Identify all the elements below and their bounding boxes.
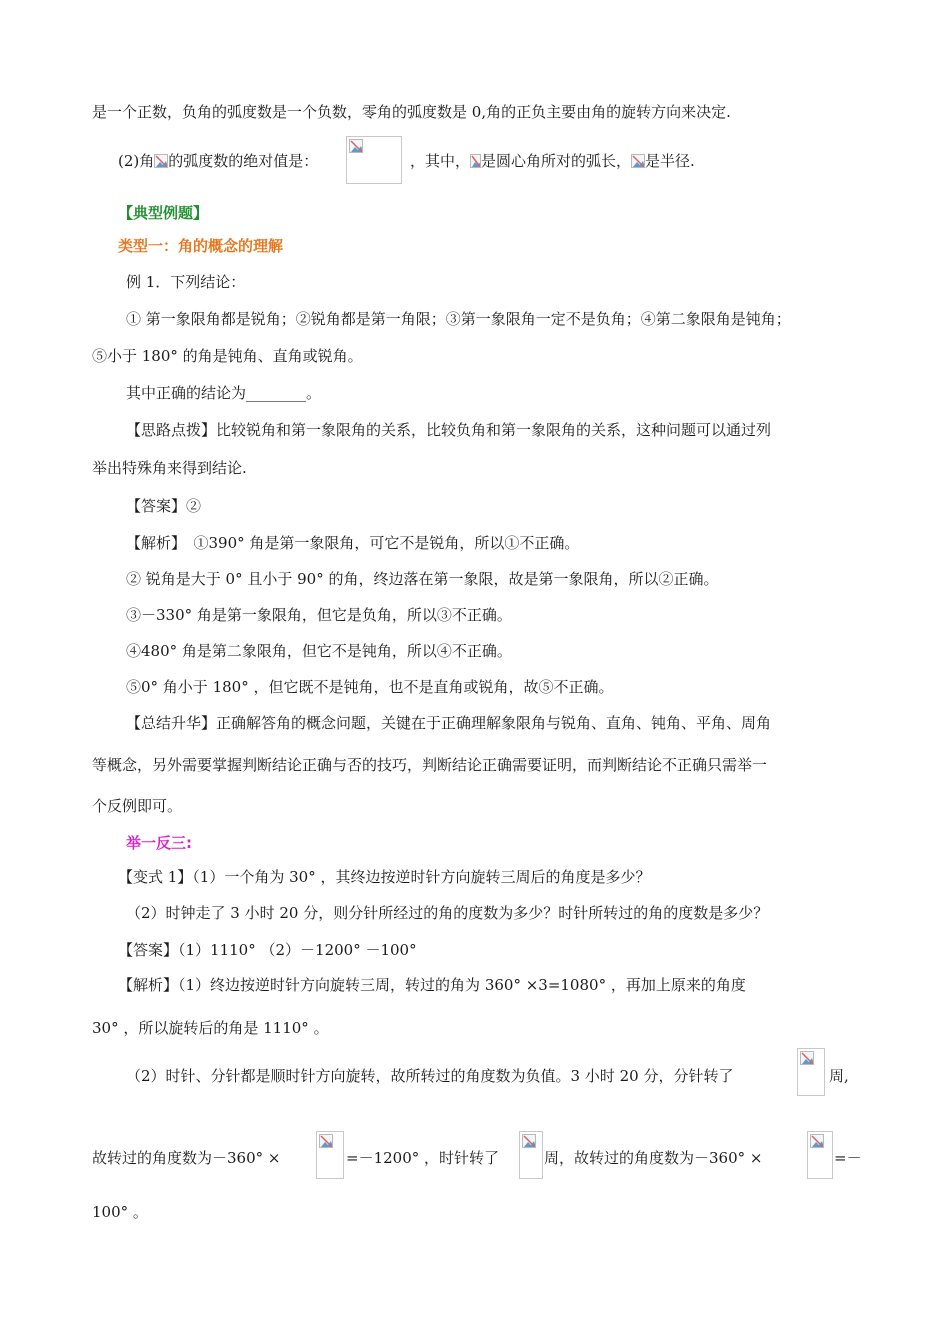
text-fragment: 周，故转过的角度数为－360° × <box>544 1149 763 1167</box>
example-items-line2: ⑤小于 180° 的角是钝角、直角或锐角。 <box>92 347 363 365</box>
fraction-image <box>519 1131 543 1179</box>
variant-analysis-line1: 【解析】（1）终边按逆时针方向旋转三周，转过的角为 360° ×3=1080° ，再加上原来的角度 <box>118 976 746 994</box>
fraction-image <box>807 1131 833 1179</box>
broken-image-icon <box>470 154 481 168</box>
text-line: 是一个正数，负角的弧度数是一个负数，零角的弧度数是 0,角的正负主要由角的旋转方向来决定. <box>92 103 731 121</box>
text-fragment: =－1200° ，时针转了 <box>346 1149 500 1167</box>
example-items-line1: ① 第一象限角都是锐角；②锐角都是第一角限；③第一象限角一定不是负角；④第二象限角是钝角； <box>126 310 791 328</box>
section-heading-practice: 举一反三: <box>126 834 192 852</box>
broken-image-icon <box>349 139 363 153</box>
example-question: 其中正确的结论为________。 <box>126 384 322 402</box>
analysis-line2: ② 锐角是大于 0° 且小于 90° 的角，终边落在第一象限，故是第一象限角，所以②正确。 <box>126 570 719 588</box>
fraction-image <box>797 1048 825 1096</box>
analysis-line1: 【解析】 ①390° 角是第一象限角，可它不是锐角，所以①不正确。 <box>126 534 580 552</box>
text-fragment: (2)角 <box>118 152 155 170</box>
text-fragment-zhou: 周, <box>829 1067 849 1085</box>
variant-analysis-line2: 30° ，所以旋转后的角是 1110° 。 <box>92 1019 329 1037</box>
text-fragment: =－ <box>834 1149 862 1167</box>
variant-analysis-end: 100° 。 <box>92 1203 148 1221</box>
broken-image-icon <box>522 1134 536 1148</box>
text-fragment: 是圆心角所对的弧长， <box>481 152 632 170</box>
summary-line3: 个反例即可。 <box>92 797 183 815</box>
text-line-radian-b <box>410 151 950 171</box>
text-fragment: 是半径. <box>645 152 695 170</box>
hint-line2: 举出特殊角来得到结论. <box>92 459 247 477</box>
analysis-line5: ⑤0° 角小于 180° ，但它既不是钝角，也不是直角或锐角，故⑤不正确。 <box>126 678 614 696</box>
text-fragment: 故转过的角度数为－360° × <box>92 1149 281 1167</box>
summary-line1: 【总结升华】正确解答角的概念问题，关键在于正确理解象限角与锐角、直角、钝角、平角、周角 <box>126 714 772 732</box>
answer-line: 【答案】② <box>126 497 202 515</box>
broken-image-icon <box>154 154 168 168</box>
analysis-line4: ④480° 角是第二象限角，但它不是钝角，所以④不正确。 <box>126 642 512 660</box>
fraction-image <box>316 1131 344 1179</box>
variant-question2: （2）时钟走了 3 小时 20 分，则分针所经过的角的度数为多少？时针所转过的角的度数是多少？ <box>126 904 769 922</box>
hint-line1: 【思路点拨】比较锐角和第一象限角的关系，比较负角和第一象限角的关系，这种问题可以通过列 <box>126 421 772 439</box>
variant-analysis-line3: （2）时针、分针都是顺时针方向旋转，故所转过的角度数为负值。3 小时 20 分，分针转了 <box>126 1067 734 1085</box>
variant-question1: 【变式 1】（1）一个角为 30° ，其终边按逆时针方向旋转三周后的角度是多少？ <box>118 868 651 886</box>
broken-image-icon <box>319 1134 333 1148</box>
analysis-line3: ③－330° 角是第一象限角，但它是负角，所以③不正确。 <box>126 606 512 624</box>
variant-answer: 【答案】（1）1110° （2）－1200° －100° <box>118 941 417 959</box>
formula-image <box>346 136 402 184</box>
section-heading-examples: 【典型例题】 <box>118 204 209 222</box>
text-fragment: 的弧度数的绝对值是： <box>168 152 319 170</box>
summary-line2: 等概念，另外需要掌握判断结论正确与否的技巧，判断结论正确需要证明，而判断结论不正确只需举一 <box>92 756 768 774</box>
section-heading-type1: 类型一：角的概念的理解 <box>118 237 284 255</box>
broken-image-icon <box>810 1134 824 1148</box>
broken-image-icon <box>800 1051 814 1065</box>
text-fragment: ，其中， <box>410 152 471 170</box>
example-title: 例 1．下列结论： <box>126 273 246 291</box>
broken-image-icon <box>631 154 645 168</box>
